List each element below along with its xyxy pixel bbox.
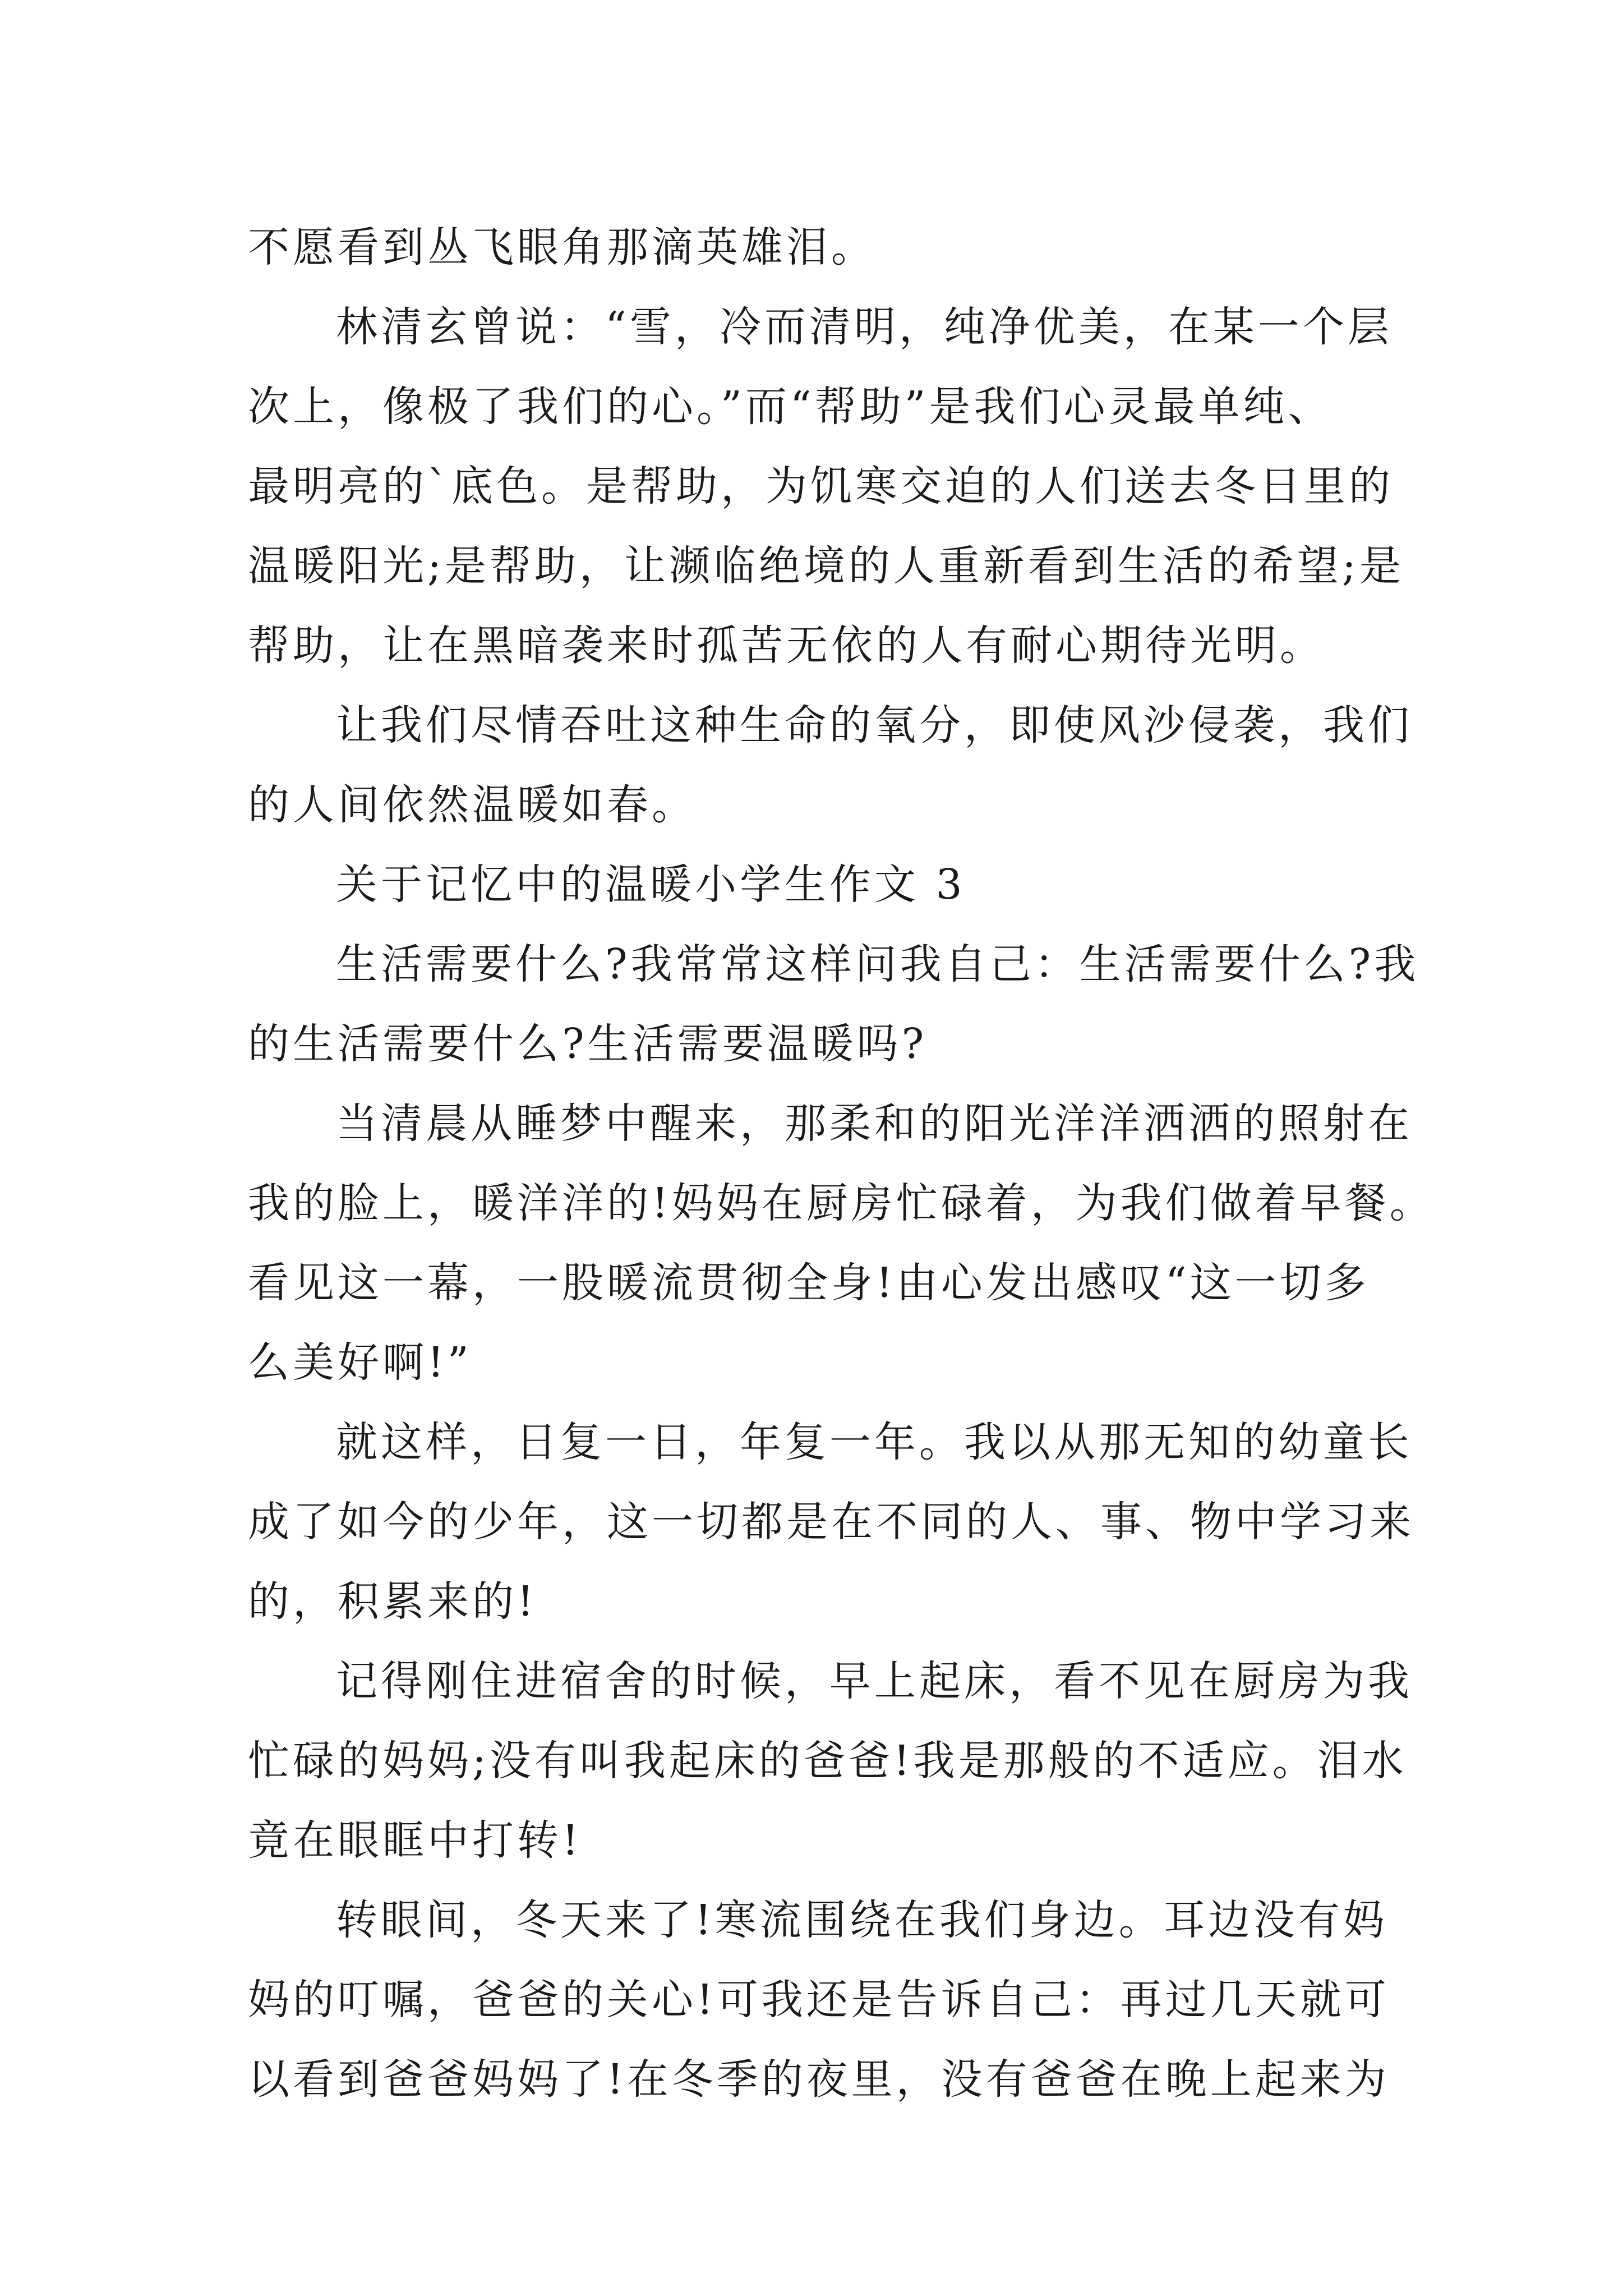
text-line: 记得刚住进宿舍的时候，早上起床，看不见在厨房为我	[336, 1657, 1413, 1705]
text-line: 忙碌的妈妈;没有叫我起床的爸爸!我是那般的不适应。泪水	[248, 1737, 1407, 1785]
text-line: 就这样，日复一日，年复一年。我以从那无知的幼童长	[336, 1418, 1413, 1466]
text-line: 当清晨从睡梦中醒来，那柔和的阳光洋洋洒洒的照射在	[336, 1099, 1413, 1148]
text-line: 以看到爸爸妈妈了!在冬季的夜里，没有爸爸在晚上起来为	[248, 2055, 1390, 2104]
text-line: 我的脸上，暖洋洋的!妈妈在厨房忙碌着，为我们做着早餐。	[248, 1179, 1435, 1227]
text-line: 最明亮的`底色。是帮助，为饥寒交迫的人们送去冬日里的	[248, 462, 1394, 510]
text-line: 竟在眼眶中打转!	[248, 1816, 582, 1865]
text-line: 的，积累来的!	[248, 1577, 537, 1626]
text-line: 生活需要什么?我常常这样问我自己：生活需要什么?我	[336, 940, 1419, 988]
text-line: 成了如今的少年，这一切都是在不同的人、事、物中学习来	[248, 1498, 1414, 1546]
text-line: 的人间依然温暖如春。	[248, 781, 697, 829]
essay-text	[248, 208, 1435, 2119]
text-line: 转眼间，冬天来了!寒流围绕在我们身边。耳边没有妈	[336, 1896, 1388, 1944]
text-line: 么美好啊!”	[248, 1338, 472, 1387]
text-line: 帮助，让在黑暗袭来时孤苦无依的人有耐心期待光明。	[248, 622, 1325, 670]
text-line: 次上，像极了我们的心。”而“帮助”是我们心灵最单纯、	[248, 383, 1333, 431]
text-line: 让我们尽情吞吐这种生命的氧分，即使风沙侵袭，我们	[336, 701, 1413, 749]
text-line: 林清玄曾说：“雪，冷而清明，纯净优美，在某一个层	[336, 303, 1393, 351]
text-line: 妈的叮嘱，爸爸的关心!可我还是告诉自己：再过几天就可	[248, 1976, 1390, 2024]
text-line: 看见这一幕，一股暖流贯彻全身!由心发出感叹“这一切多	[248, 1259, 1370, 1307]
text-line: 的生活需要什么?生活需要温暖吗?	[248, 1020, 928, 1068]
section-heading: 关于记忆中的温暖小学生作文 3	[336, 861, 966, 909]
text-line: 不愿看到丛飞眼角那滴英雄泪。	[248, 223, 876, 272]
text-line: 温暖阳光;是帮助，让濒临绝境的人重新看到生活的希望;是	[248, 542, 1404, 590]
